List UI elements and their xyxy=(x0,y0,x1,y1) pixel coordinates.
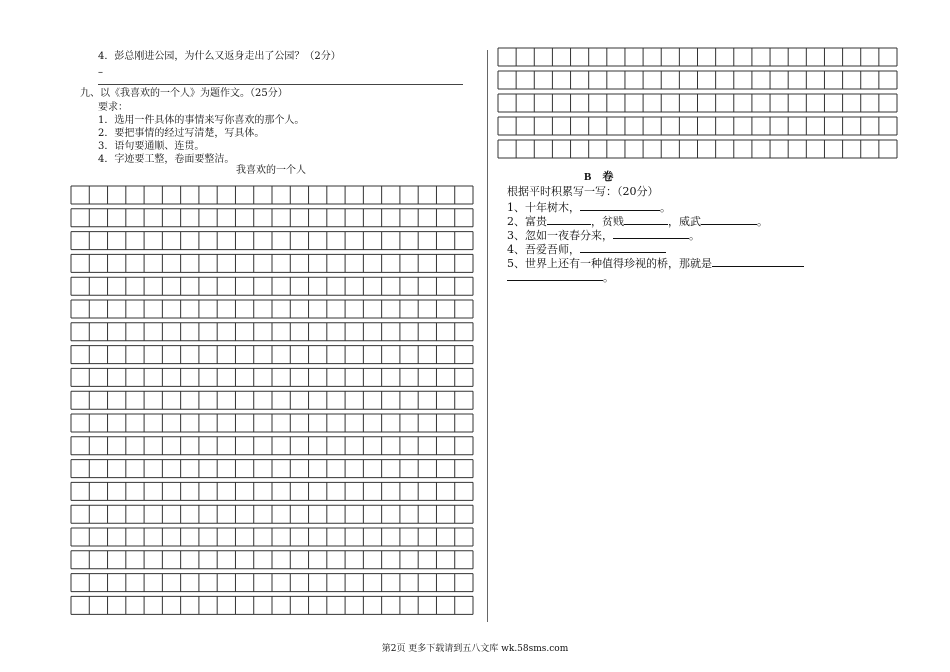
fill-item-3 xyxy=(507,228,700,241)
fill-item-5-cont xyxy=(507,270,614,283)
grid-row xyxy=(498,48,897,66)
essay-title: 我喜欢的一个人 xyxy=(236,165,306,176)
fill-item-1 xyxy=(507,200,671,213)
page-footer: 第2页 更多下载请到五八文库 wk.58sms.com xyxy=(381,644,569,654)
fill-item-4 xyxy=(507,242,666,255)
grid-row xyxy=(498,71,897,89)
blank-2c[interactable] xyxy=(701,214,757,225)
grid-row xyxy=(498,140,897,158)
blank-5a[interactable] xyxy=(712,256,804,267)
blank-1[interactable] xyxy=(580,200,660,211)
fill-item-4-text: 4、吾爱吾师， xyxy=(507,243,580,256)
fill-item-1-end: 。 xyxy=(660,201,671,214)
fill-item-2-a: 2、富贵 xyxy=(507,215,547,228)
blank-3[interactable] xyxy=(613,228,689,239)
fill-item-2-c: ，威武 xyxy=(668,215,701,228)
fill-item-2 xyxy=(507,214,768,227)
fill-item-2-end: 。 xyxy=(757,215,768,228)
b-instruction: 根据平时积累写一写：（20分） xyxy=(507,185,659,198)
fill-item-3-text: 3、忽如一夜春分来， xyxy=(507,229,613,242)
grid-row xyxy=(498,94,897,112)
fill-item-5-end: 。 xyxy=(603,271,614,284)
requirement-item: 2．要把事情的经过写清楚，写具体。 xyxy=(98,128,265,139)
fill-item-1-text: 1、十年树木， xyxy=(507,201,580,214)
section-9-heading: 九、以《我喜欢的一个人》为题作文。（25分） xyxy=(80,88,288,99)
grid-row xyxy=(498,117,897,135)
blank-4[interactable] xyxy=(580,242,666,253)
fill-item-3-end: 。 xyxy=(689,229,700,242)
section-b-title: B 卷 xyxy=(584,171,614,183)
fill-item-5-text: 5、世界上还有一种值得珍视的桥，那就是 xyxy=(507,257,712,270)
blank-2b[interactable] xyxy=(624,214,668,225)
requirement-item: 3．语句要通顺、连贯。 xyxy=(98,141,205,152)
blank-5b[interactable] xyxy=(507,270,603,281)
fill-item-2-b: ，贫贱 xyxy=(591,215,624,228)
requirement-item: 1．选用一件具体的事情来写你喜欢的那个人。 xyxy=(98,115,305,126)
question-4: 4．彭总刚进公园，为什么又返身走出了公园？（2分） xyxy=(98,51,341,62)
requirement-item: 4．字迹要工整，卷面要整洁。 xyxy=(98,154,235,165)
blank-2a[interactable] xyxy=(547,214,591,225)
fill-item-5 xyxy=(507,256,804,269)
answer-mark: – xyxy=(98,67,103,78)
requirements-heading: 要求： xyxy=(98,102,128,113)
